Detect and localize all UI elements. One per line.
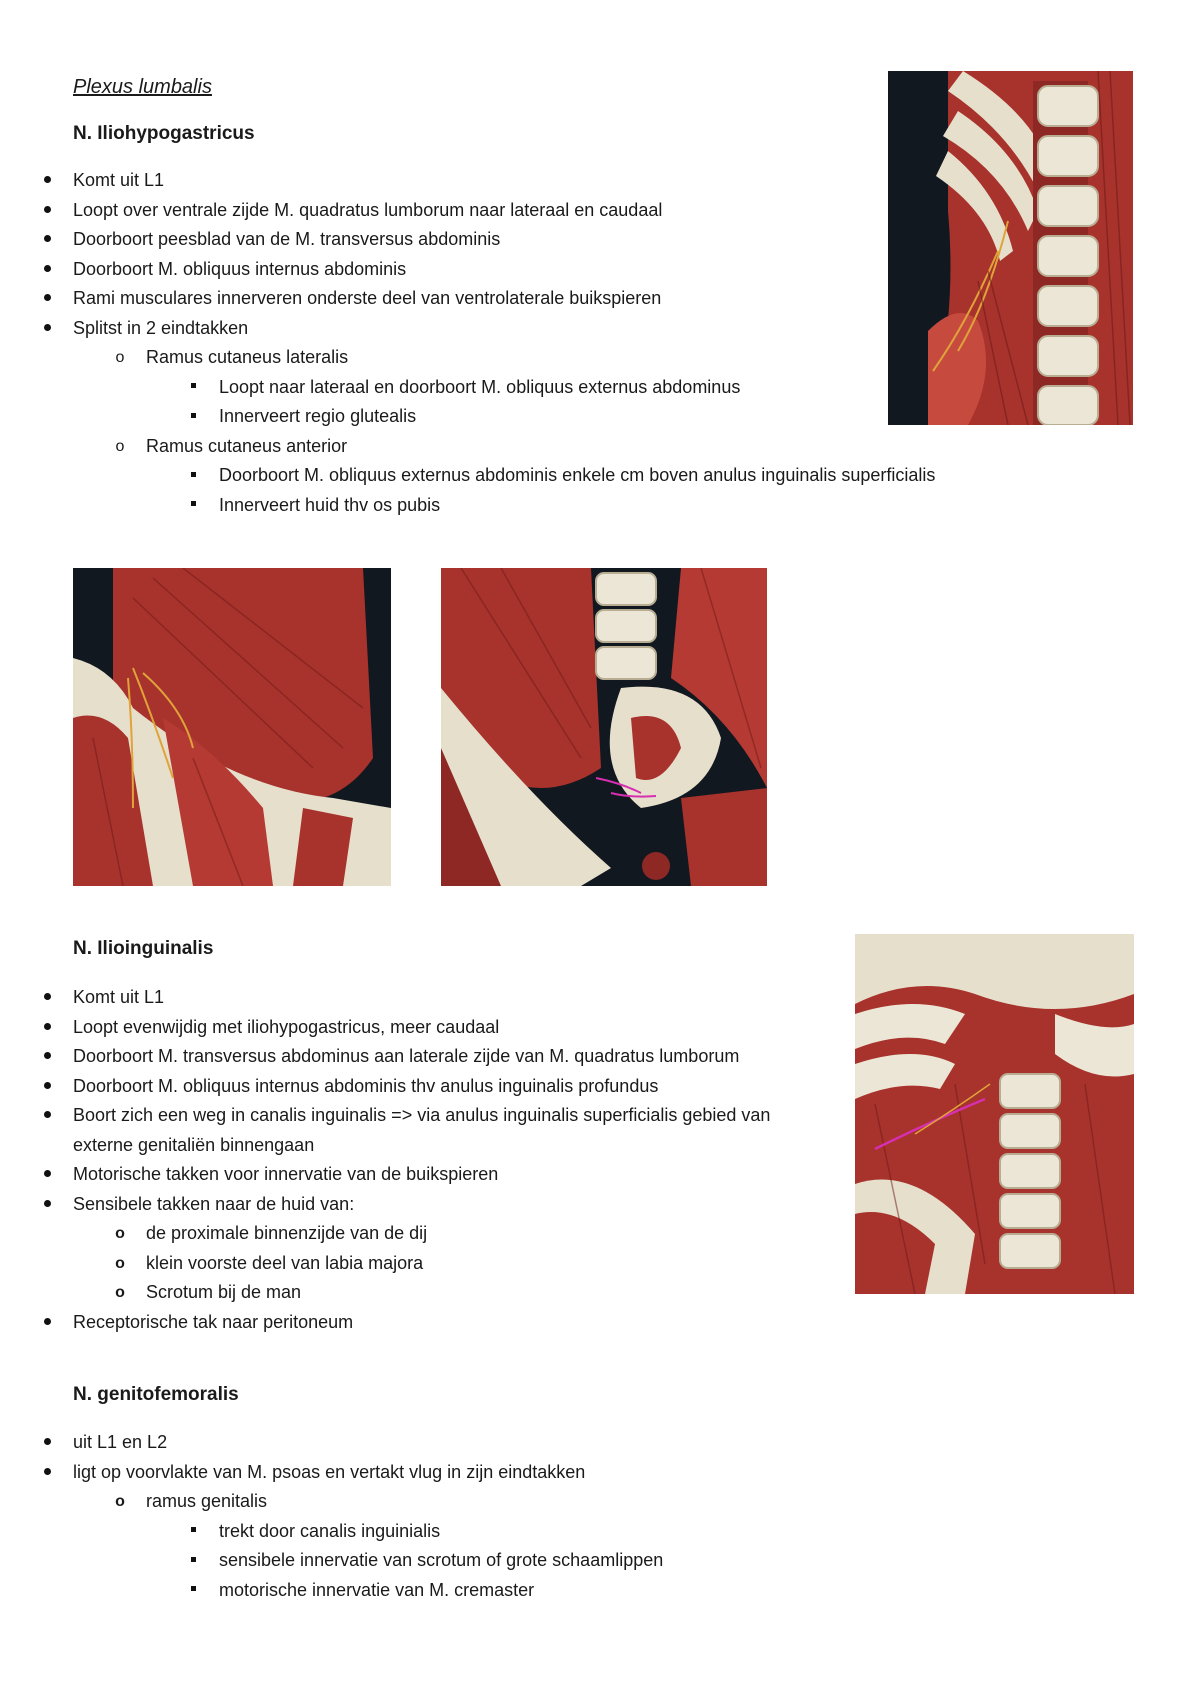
list-item: Doorboort M. transversus abdominus aan laterale zijde van M. quadratus lumborum	[0, 1042, 813, 1072]
sub-list-item: o ramus genitalis	[115, 1491, 268, 1511]
sub-list-item: o klein voorste deel van labia majora	[115, 1252, 424, 1273]
list-item: Loopt evenwijdig met iliohypogastricus, meer caudaal	[0, 1013, 850, 1043]
heading-ilioinguinalis: N. Ilioinguinalis	[73, 938, 214, 959]
sub-sub-list-item: motorische innervatie van M. cremaster	[0, 1576, 1140, 1606]
list-item: Receptorische tak naar peritoneum	[0, 1308, 850, 1338]
heading-genitofemoralis: N. genitofemoralis	[73, 1384, 239, 1405]
list-item: Komt uit L1	[0, 983, 850, 1013]
sub-list-item: o Ramus cutaneus anterior	[115, 435, 348, 456]
list-item: ligt op voorvlakte van M. psoas en vertakt vlug in zijn eindtakken	[0, 1458, 1140, 1488]
anatomy-image-abdominal-wall	[855, 934, 1134, 1294]
list-item: Boort zich een weg in canalis inguinalis => via anulus inguinalis superficialis gebied van externe genitaliën binnengaan	[0, 1101, 833, 1160]
list-item: uit L1 en L2	[0, 1428, 1140, 1458]
sub-list-item: o Ramus cutaneus lateralis	[115, 347, 349, 367]
list-genitofemoralis	[0, 1428, 1140, 1605]
list-item: Splitst in 2 eindtakken	[0, 314, 1140, 344]
list-item: Rami musculares innerveren onderste deel van ventrolaterale buikspieren	[0, 284, 1140, 314]
document-title: Plexus lumbalis	[73, 76, 212, 98]
sub-sub-list-item: Doorboort M. obliquus externus abdominis enkele cm boven anulus inguinalis superficialis	[0, 461, 1140, 491]
sub-sub-list-item: trekt door canalis inguinialis	[0, 1517, 1140, 1547]
sub-sub-list-item: Loopt naar lateraal en doorboort M. obliquus externus abdominus	[0, 373, 799, 403]
list-item: Sensibele takken naar de huid van:	[0, 1190, 850, 1220]
sub-list-item: o de proximale binnenzijde van de dij	[115, 1223, 428, 1243]
list-ilioinguinalis	[0, 983, 850, 1337]
anatomy-image-pelvis-anterior	[441, 568, 767, 886]
sub-sub-list-item: Innerveert regio glutealis	[0, 402, 1140, 432]
list-item: Doorboort peesblad van de M. transversus abdominis	[0, 225, 1140, 255]
list-item: Doorboort M. obliquus internus abdominis	[0, 255, 1140, 285]
list-item: Motorische takken voor innervatie van de buikspieren	[0, 1160, 850, 1190]
anatomy-image-spine-ribs	[888, 71, 1133, 425]
list-item: Komt uit L1	[0, 166, 1140, 196]
anatomy-image-hip-lateral	[73, 568, 391, 886]
heading-iliohypogastricus: N. Iliohypogastricus	[73, 123, 255, 144]
sub-sub-list-item: Innerveert huid thv os pubis	[0, 491, 1140, 521]
sub-sub-list-item: sensibele innervatie van scrotum of grote schaamlippen	[0, 1546, 1140, 1576]
sub-list-item: o Scrotum bij de man	[115, 1282, 302, 1302]
list-item: Doorboort M. obliquus internus abdominis thv anulus inguinalis profundus	[0, 1072, 850, 1102]
list-item: Loopt over ventrale zijde M. quadratus lumborum naar lateraal en caudaal	[0, 196, 1140, 226]
